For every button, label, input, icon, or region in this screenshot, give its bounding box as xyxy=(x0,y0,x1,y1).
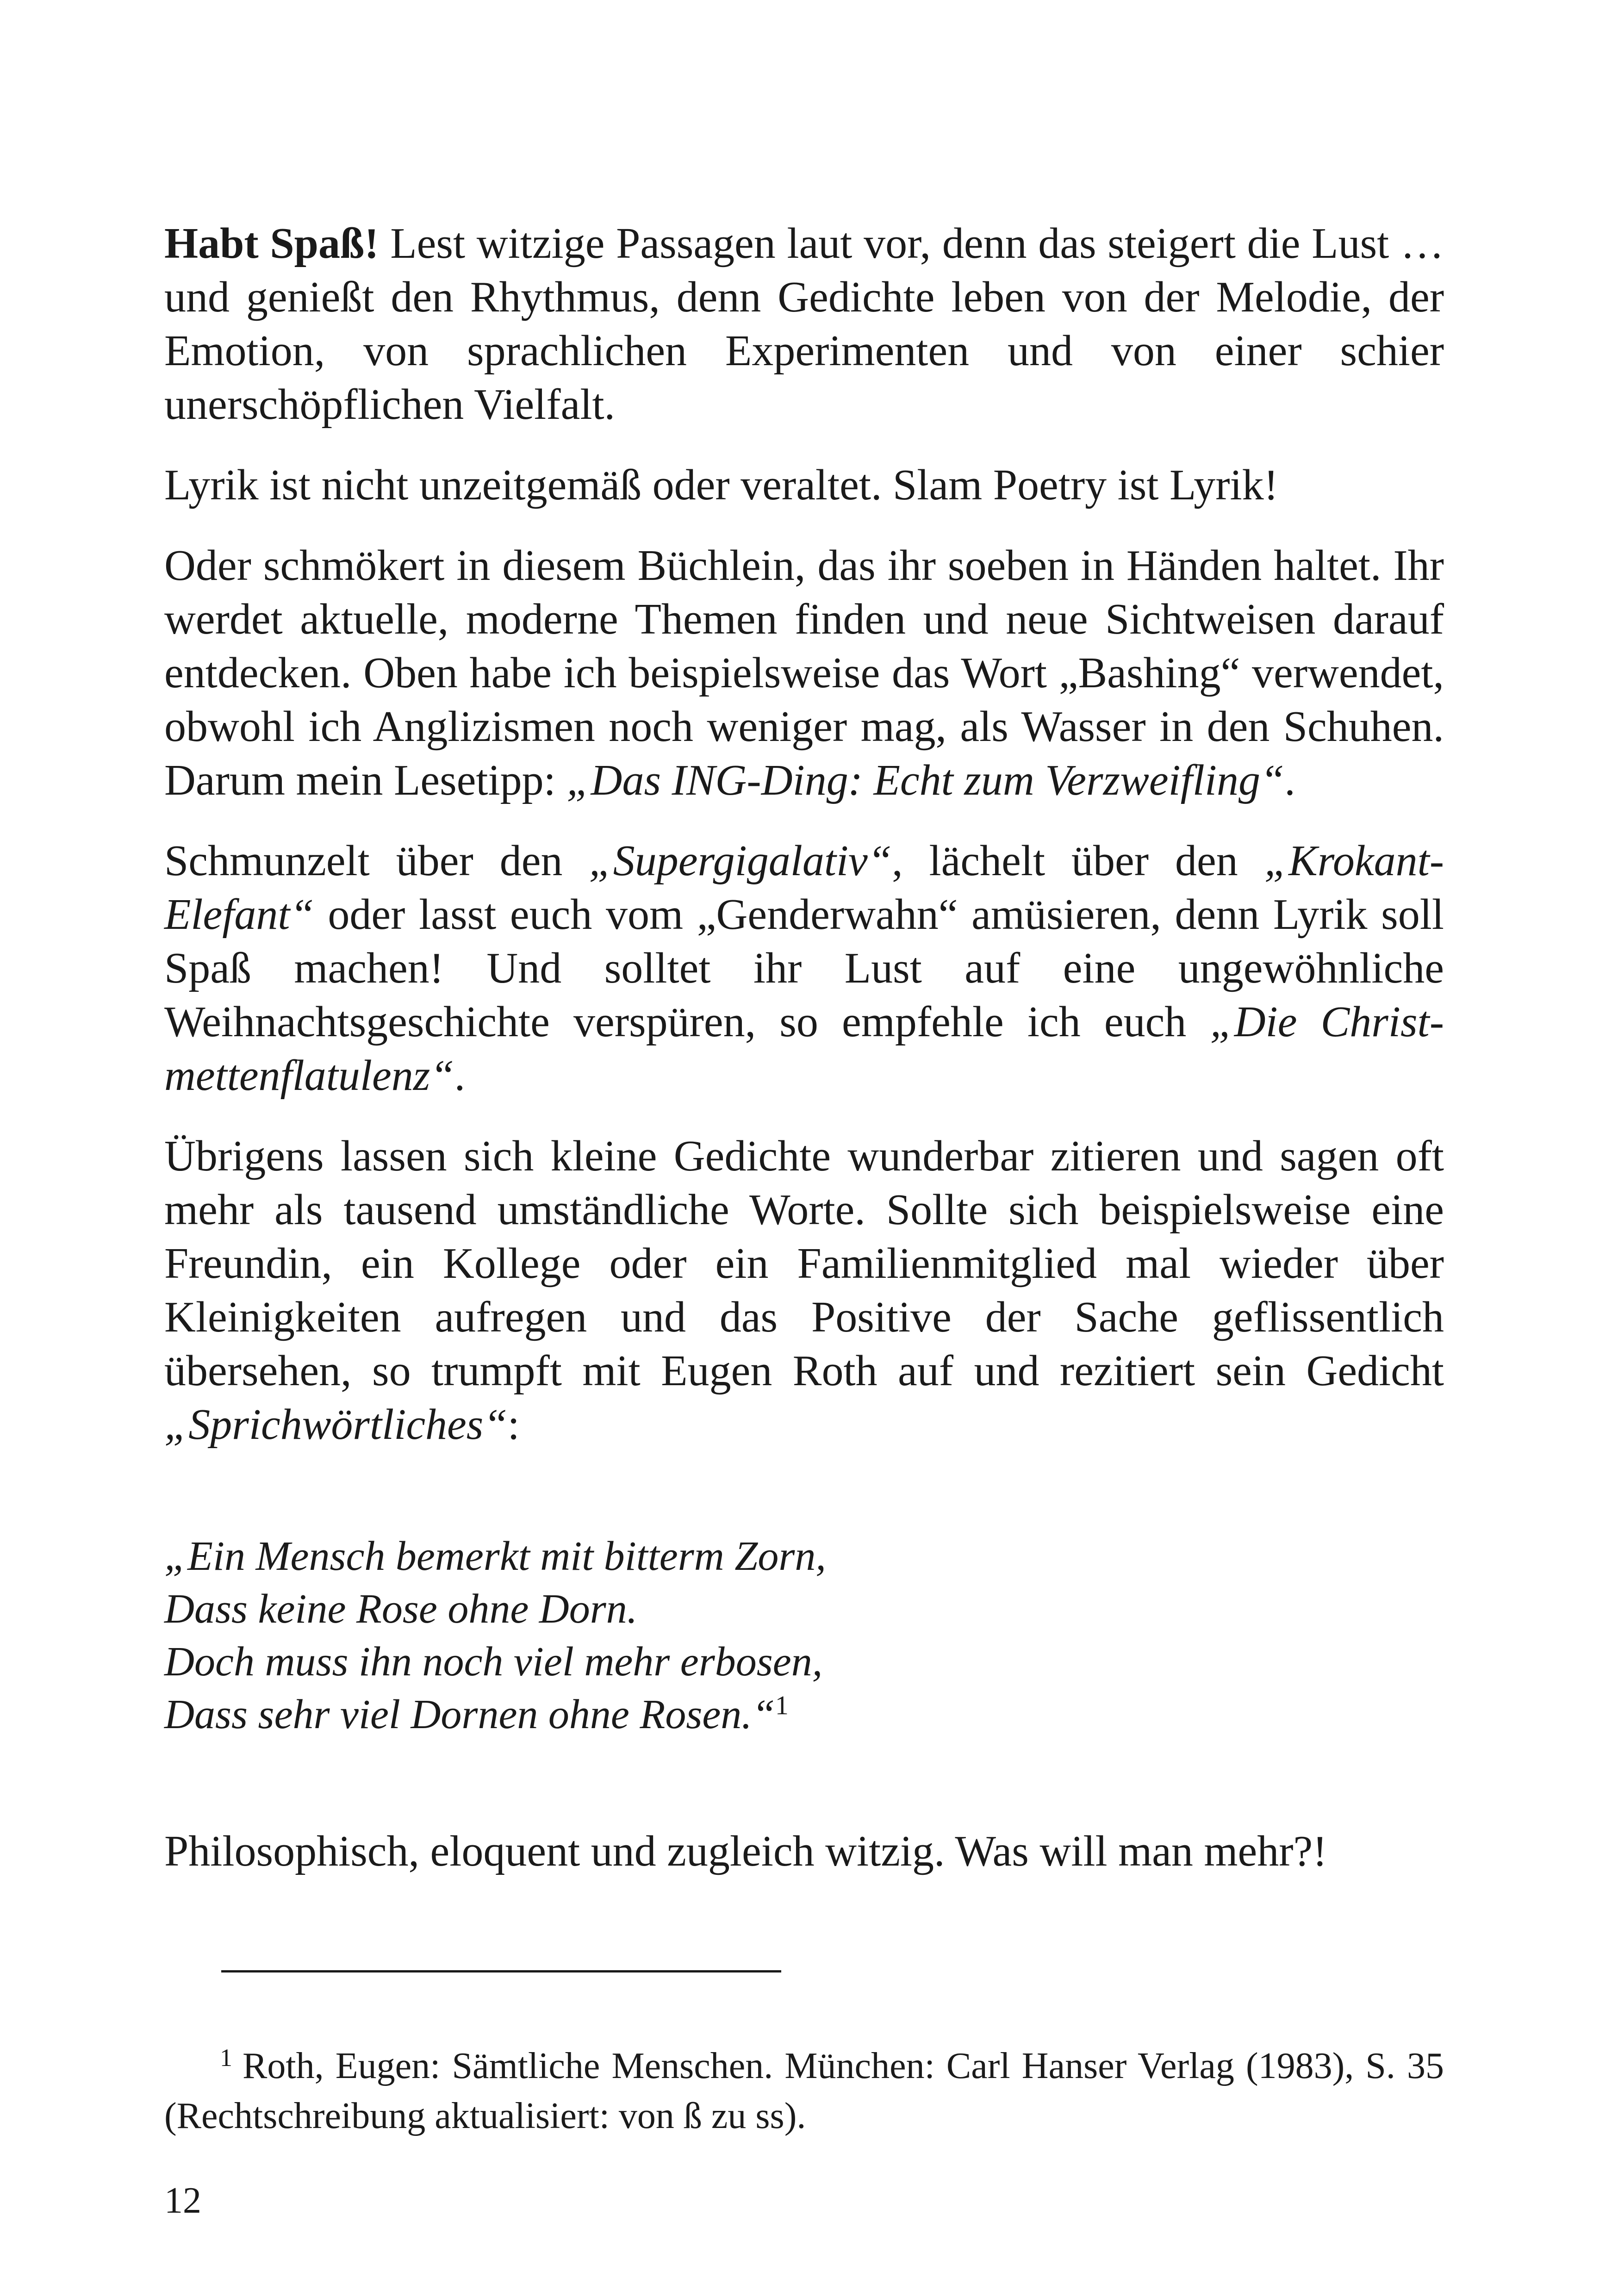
paragraph-habt-spass xyxy=(164,217,1444,431)
body-text xyxy=(164,217,1444,1878)
poem-line: Dass keine Rose ohne Dorn. xyxy=(164,1586,638,1632)
poem-line: Doch muss ihn noch viel mehr erbosen, xyxy=(164,1639,823,1685)
italic-title-supergigalativ: „Supergigalativ“ xyxy=(589,837,892,885)
paragraph-lyrik xyxy=(164,458,1444,512)
paragraph-text: . xyxy=(1284,756,1295,804)
paragraph-text: oder lasst euch vom „Genderwahn“ amüsieren, denn Lyrik soll Spaß machen! Und solltet ihr Lust auf eine ungewöhnliche Weihnachtsgeschichte verspüren, so empfehle ich euch xyxy=(164,890,1444,1046)
paragraph-text: Oder schmökert in diesem Büchlein, das ihr soeben in Händen haltet. Ihr werdet aktuelle, moderne Themen finden und neue Sichtweisen darauf entdecken. Oben habe ich beispielsweise das Wort „Bashing“ verwendet, obwohl ich Anglizismen noch weniger mag, als Wasser in den Schuhen. Darum mein Lesetipp: xyxy=(164,541,1444,804)
paragraph-uebrigens xyxy=(164,1129,1444,1451)
paragraph-text: , lächelt über den xyxy=(892,837,1264,885)
footnote-separator xyxy=(221,1970,781,1972)
poem-line-last xyxy=(164,1688,1444,1741)
paragraph-text: . xyxy=(454,1052,466,1100)
italic-title-ing-ding: „Das ING-Ding: Echt zum Verzweifling“ xyxy=(566,756,1285,804)
paragraph-schmoekert xyxy=(164,539,1444,807)
footnote xyxy=(164,2041,1444,2141)
paragraph-schmunzelt xyxy=(164,834,1444,1102)
paragraph-text: Schmunzelt über den xyxy=(164,837,589,885)
poem-quote xyxy=(164,1530,1444,1741)
paragraph-text: Übrigens lassen sich kleine Gedichte wunderbar zitieren und sagen oft mehr als tausend umständliche Worte. Sollte sich beispielsweise eine Freundin, ein Kollege oder ein Familienmitglied mal wieder über Kleinigkeiten aufregen und das Positive der Sache geflissentlich übersehen, so trumpft mit Eugen Roth auf und rezitiert sein Gedicht xyxy=(164,1132,1444,1395)
paragraph-text: Lyrik ist nicht unzeitgemäß oder veraltet. Slam Poetry ist Lyrik! xyxy=(164,461,1278,509)
footnote-reference[interactable]: 1 xyxy=(775,1690,789,1720)
italic-title-krokant-elefant: „Krokant-Elefant“ xyxy=(164,837,1444,939)
footnote-text: Roth, Eugen: Sämtliche Menschen. München: Carl Hanser Verlag (1983), S. 35 (Rechtschreibung aktualisiert: von ß zu ss). xyxy=(164,2046,1444,2136)
poem-line-text: Dass sehr viel Dornen ohne Rosen.“ xyxy=(164,1692,775,1737)
footnote-mark: 1 xyxy=(220,2044,232,2072)
page-number: 12 xyxy=(164,2180,201,2221)
poem-line: „Ein Mensch bemerkt mit bitterm Zorn, xyxy=(164,1533,826,1579)
paragraph-text: Lest witzige Passagen laut vor, denn das steigert die Lust … und genießt den Rhythmus, denn Gedichte leben von der Melodie, der Emotion, von sprachlichen Experimenten und von einer schier unerschöpflichen Vielfalt. xyxy=(164,219,1444,429)
italic-title-christmettenflatulenz: „Die Christmettenflatulenz“ xyxy=(164,998,1444,1100)
italic-title-sprichwoertliches: „Sprichwörtliches“ xyxy=(164,1400,508,1449)
bold-lead: Habt Spaß! xyxy=(164,219,379,268)
paragraph-text: : xyxy=(507,1400,520,1449)
closing-sentence: Philosophisch, eloquent und zugleich witzig. Was will man mehr?! xyxy=(164,1827,1327,1875)
